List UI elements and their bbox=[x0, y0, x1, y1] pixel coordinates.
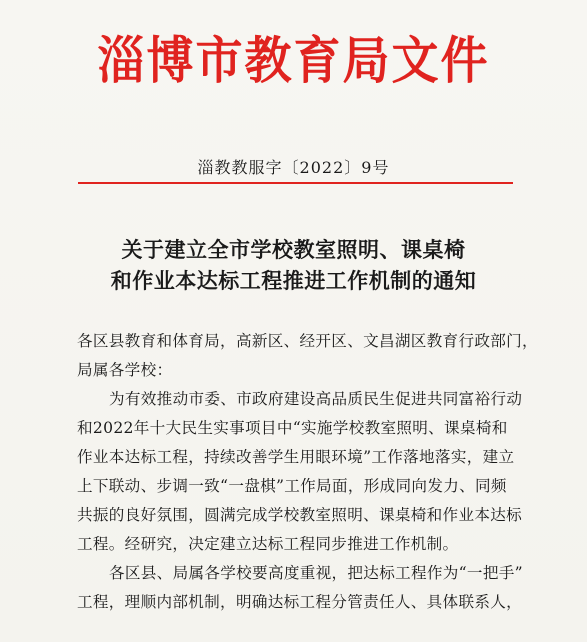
document-number: 淄教教服字〔2022〕9号 bbox=[197, 158, 390, 177]
paragraph-1-line-4: 上下联动、步调一致“一盘棋”工作局面，形成同向发力、同频 bbox=[77, 477, 507, 495]
paragraph-2-line-1: 各区县、局属各学校要高度重视，把达标工程作为“一把手” bbox=[109, 564, 523, 582]
addressee-line-1: 各区县教育和体育局，高新区、经开区、文昌湖区教育行政部门， bbox=[77, 332, 538, 350]
paragraph-2 bbox=[77, 559, 523, 617]
paragraph-1 bbox=[77, 385, 523, 559]
document-title bbox=[0, 235, 587, 297]
paragraph-1-line-5: 共振的良好氛围，圆满完成学校教室照明、课桌椅和作业本达标 bbox=[77, 506, 523, 524]
paragraph-1-line-2: 和2022年十大民生实事项目中“实施学校教室照明、课桌椅和 bbox=[77, 419, 508, 437]
document-body bbox=[77, 327, 538, 617]
title-line-1: 关于建立全市学校教室照明、课桌椅 bbox=[121, 238, 466, 262]
issuer-masthead: 淄博市教育局文件 bbox=[97, 31, 490, 92]
paragraph-1-line-6: 工程。经研究，决定建立达标工程同步推进工作机制。 bbox=[77, 535, 459, 553]
paragraph-2-line-2: 工程，理顺内部机制，明确达标工程分管责任人、具体联系人， bbox=[77, 593, 523, 611]
addressee bbox=[77, 327, 538, 385]
paragraph-1-line-1: 为有效推动市委、市政府建设高品质民生促进共同富裕行动 bbox=[109, 390, 523, 408]
paragraph-1-line-3: 作业本达标工程，持续改善学生用眼环境”工作落地落实，建立 bbox=[77, 448, 515, 466]
title-line-2: 和作业本达标工程推进工作机制的通知 bbox=[110, 269, 477, 293]
addressee-line-2: 局属各学校： bbox=[77, 361, 173, 379]
red-divider-line bbox=[78, 182, 513, 184]
